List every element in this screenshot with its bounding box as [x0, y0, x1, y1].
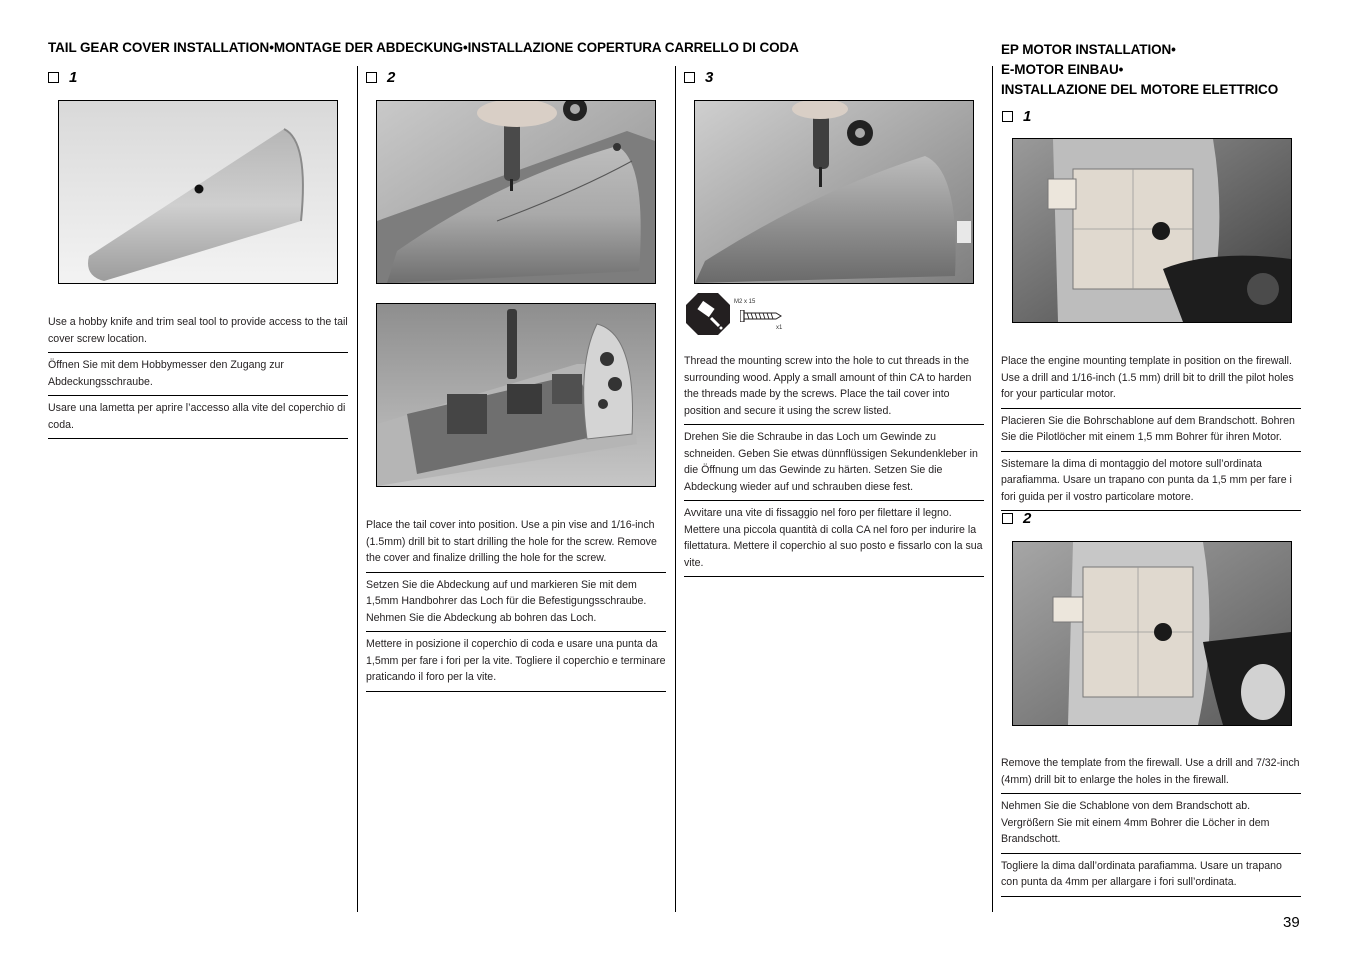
instruction-en: Thread the mounting screw into the hole to cut threads in the surrounding wood. Apply a small amount of thin CA to harden the threads made by the screws. Place the tail cover into position and secure it using the screw listed. [684, 349, 984, 425]
instruction-en: Place the engine mounting template in position on the firewall. Use a drill and 1/16-inch (1.5 mm) drill bit to drill the pilot holes for your particular motor. [1001, 349, 1301, 409]
column-divider [992, 66, 993, 912]
open-fuselage-photo [376, 303, 656, 487]
step-3-label [684, 69, 713, 86]
column-divider [357, 66, 358, 912]
screwdriver-photo [694, 100, 974, 284]
page-number: 39 [1283, 914, 1300, 931]
motor-step-2-instructions [1001, 751, 1301, 897]
motor-step-2-label [1002, 510, 1031, 527]
firewall-template-photo [1012, 138, 1292, 323]
checkbox-icon [48, 72, 59, 83]
hardware-callout [685, 292, 790, 336]
drilling-photo [376, 100, 656, 284]
motor-step-1-instructions [1001, 349, 1301, 511]
instruction-it: Usare una lametta per aprire l’accesso alla vite del coperchio di coda. [48, 396, 348, 439]
instruction-it: Togliere la dima dall’ordinata parafiamma. Usare un trapano con punta da 4mm per allargare i fori sull’ordinata. [1001, 854, 1301, 897]
section-title-line: E-MOTOR EINBAU• [1001, 62, 1124, 77]
step-number: 1 [1023, 108, 1032, 125]
column-divider [675, 66, 676, 912]
checkbox-icon [684, 72, 695, 83]
step-1-instructions [48, 310, 348, 439]
instruction-en: Use a hobby knife and trim seal tool to provide access to the tail cover screw location. [48, 310, 348, 353]
step-number: 2 [1023, 510, 1032, 527]
step-number: 1 [69, 69, 78, 86]
instruction-de: Nehmen Sie die Schablone von dem Brandschott ab. Vergrößern Sie mit einem 4mm Bohrer die Löcher in dem Brandschott. [1001, 794, 1301, 854]
screw-qty-label: x1 [776, 325, 783, 331]
tail-cover-photo [58, 100, 338, 284]
instruction-en: Remove the template from the firewall. Use a drill and 7/32-inch (4mm) drill bit to enlarge the holes in the firewall. [1001, 751, 1301, 794]
screw-icon [740, 310, 782, 322]
ca-glue-icon [685, 292, 731, 336]
section-title-line: EP MOTOR INSTALLATION• [1001, 42, 1176, 57]
instruction-it: Mettere in posizione il coperchio di coda e usare una punta da 1,5mm per fare i fori per la vite. Togliere il coperchio e terminare praticando il foro per la vite. [366, 632, 666, 692]
step-2-instructions [366, 513, 666, 692]
step-number: 2 [387, 69, 396, 86]
step-2-label [366, 69, 395, 86]
instruction-en: Place the tail cover into position. Use a pin vise and 1/16-inch (1.5mm) drill bit to start drilling the hole for the screw. Remove the cover and finalize drilling the hole for the screw. [366, 513, 666, 573]
instruction-de: Setzen Sie die Abdeckung auf und markieren Sie mit dem 1,5mm Handbohrer das Loch für die Befestigungsschraube. Nehmen Sie die Abdeckung ab bohren das Loch. [366, 573, 666, 633]
step-number: 3 [705, 69, 714, 86]
step-1-label [48, 69, 77, 86]
motor-step-1-label [1002, 108, 1031, 125]
section-title-ep-motor [1001, 40, 1321, 100]
instruction-de: Öffnen Sie mit dem Hobbymesser den Zugang zur Abdeckungsschraube. [48, 353, 348, 396]
step-3-instructions [684, 349, 984, 577]
section-title-tail-gear: TAIL GEAR COVER INSTALLATION•MONTAGE DER ABDECKUNG•INSTALLAZIONE COPERTURA CARRELLO DI CODA [48, 40, 799, 55]
section-title-line: INSTALLAZIONE DEL MOTORE ELETTRICO [1001, 82, 1279, 97]
screw-size-label: M2 x 15 [734, 299, 756, 305]
instruction-de: Placieren Sie die Bohrschablone auf dem Brandschott. Bohren Sie die Pilotlöcher mit einem 1,5 mm Bohrer für ihren Motor. [1001, 409, 1301, 452]
checkbox-icon [1002, 111, 1013, 122]
instruction-de: Drehen Sie die Schraube in das Loch um Gewinde zu schneiden. Geben Sie etwas dünnflüssigen Sekundenkleber in die Öffnung um das Gewinde zu härten. Setzen Sie die Abdeckung wieder auf und schrauben diese fest. [684, 425, 984, 501]
instruction-it: Sistemare la dima di montaggio del motore sull’ordinata parafiamma. Usare un trapano con punta da 1,5 mm per fare i fori guida per il vostro particolare motore. [1001, 452, 1301, 512]
checkbox-icon [1002, 513, 1013, 524]
firewall-drill-photo [1012, 541, 1292, 726]
instruction-it: Avvitare una vite di fissaggio nel foro per filettare il legno. Mettere una piccola quantità di colla CA nel foro per indurire la filettatura. Mettere il coperchio al suo posto e fissarlo con la sua vite. [684, 501, 984, 577]
checkbox-icon [366, 72, 377, 83]
